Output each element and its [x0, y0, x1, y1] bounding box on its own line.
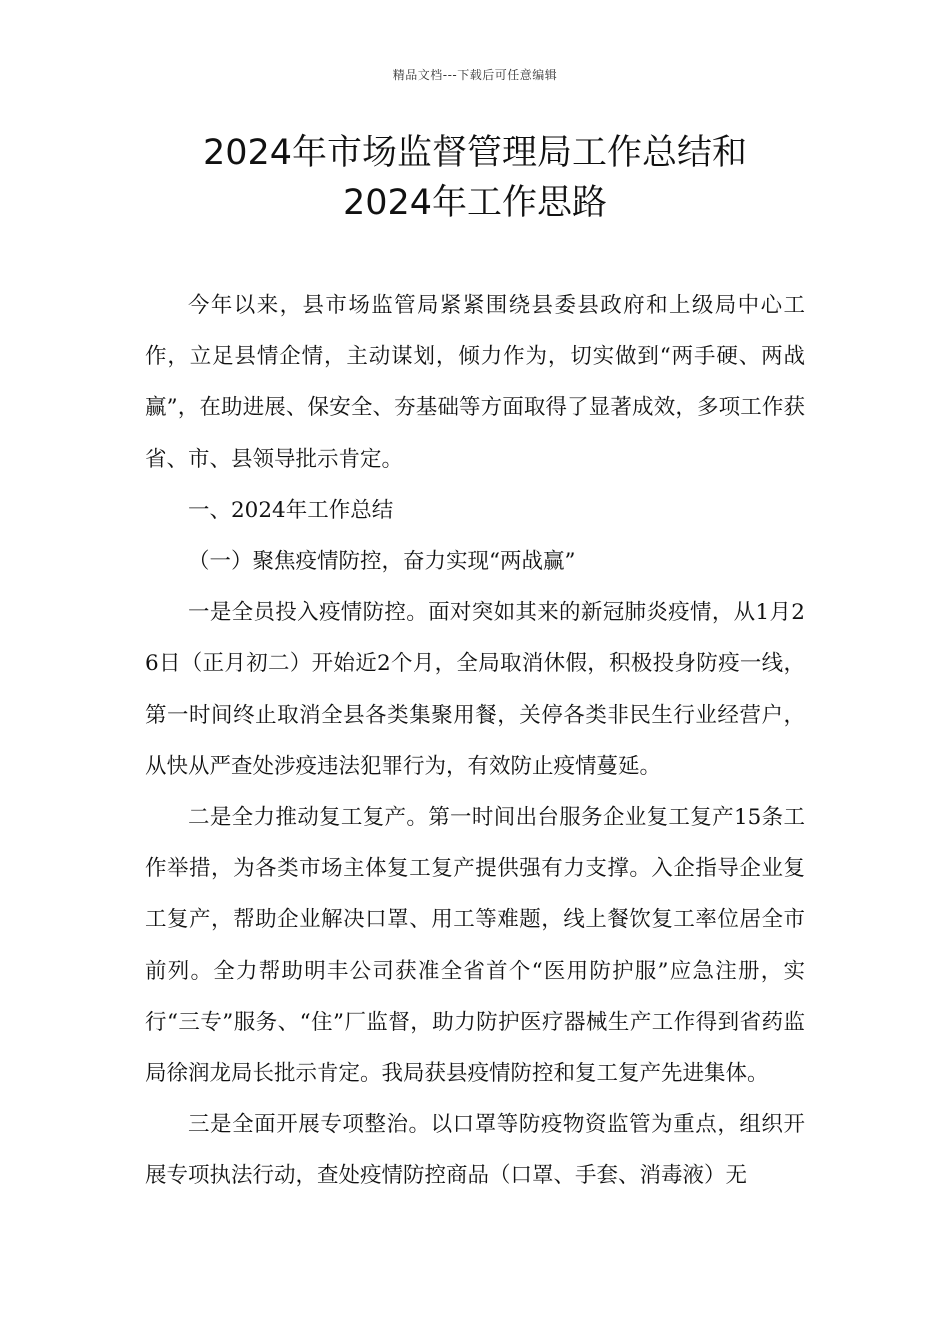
paragraph-intro: 今年以来，县市场监管局紧紧围绕县委县政府和上级局中心工作，立足县情企情，主动谋划，倾力作为，切实做到“两手硬、两战赢”，在助进展、保安全、夯基础等方面取得了显著成效，多项工作获省、市、县领导批示肯定。 — [145, 293, 805, 472]
paragraph-item-1: 一是全员投入疫情防控。面对突如其来的新冠肺炎疫情，从1月26日（正月初二）开始近2个月，全局取消休假，积极投身防疫一线，第一时间终止取消全县各类集聚用餐，关停各类非民生行业经营户，从快从严查处涉疫违法犯罪行为，有效防止疫情蔓延。 — [145, 600, 805, 779]
paragraph-item-2: 二是全力推动复工复产。第一时间出台服务企业复工复产15条工作举措，为各类市场主体复工复产提供强有力支撑。入企指导企业复工复产，帮助企业解决口罩、用工等难题，线上餐饮复工率位居全市前列。全力帮助明丰公司获准全省首个“医用防护服”应急注册，实行“三专”服务、“住”厂监督，助力防护医疗器械生产工作得到省药监局徐润龙局长批示肯定。我局获县疫情防控和复工复产先进集体。 — [145, 805, 805, 1087]
document-title — [0, 128, 950, 228]
title-line-1: 2024年市场监督管理局工作总结和 — [202, 133, 748, 173]
section-heading: 一、2024年工作总结 — [188, 497, 394, 523]
document-body — [145, 280, 805, 1202]
header-note: 精品文档---下载后可任意编辑 — [392, 68, 558, 82]
paragraph-item-3: 三是全面开展专项整治。以口罩等防疫物资监管为重点，组织开展专项执法行动，查处疫情防控商品（口罩、手套、消毒液）无 — [145, 1112, 805, 1189]
title-line-2: 2024年工作思路 — [342, 183, 608, 223]
subsection-heading: （一）聚焦疫情防控，奋力实现“两战赢” — [188, 549, 576, 575]
